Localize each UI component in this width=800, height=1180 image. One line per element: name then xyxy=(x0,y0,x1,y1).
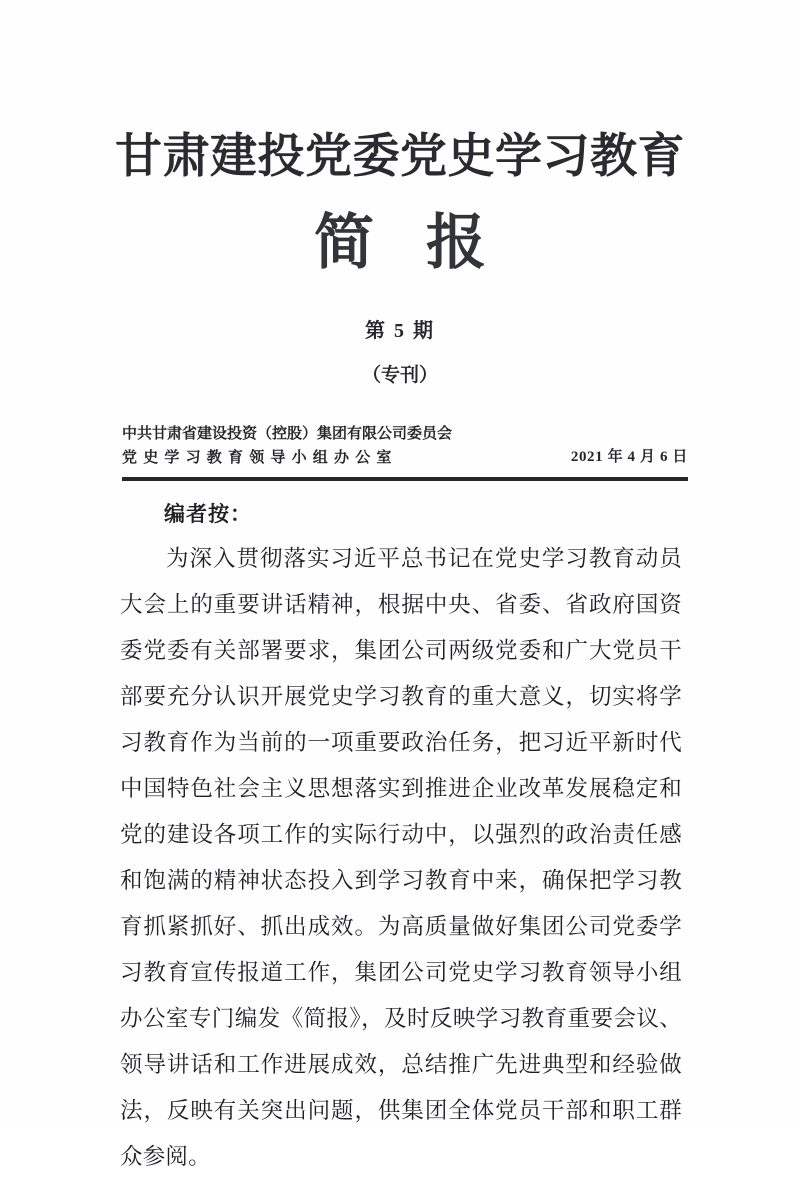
masthead-divider xyxy=(122,477,688,481)
page-title: 甘肃建投党委党史学习教育 xyxy=(115,131,685,183)
issue-kind-badge: （专刊） xyxy=(361,365,438,386)
editor-note-paragraph: 为深入贯彻落实习近平总书记在党史学习教育动员大会上的重要讲话精神，根据中央、省委、省政府国资委党委有关部署要求，集团公司两级党委和广大党员干部要充分认识开展党史学习教育的重大意义，切实将学习教育作为当前的一项重要政治任务，把习近平新时代中国特色社会主义思想落实到推进企业改革发展稳定和党的建设各项工作的实际行动中，以强烈的政治责任感和饱满的精神状态投入到学习教育中来，确保把学习教育抓紧抓好、抓出成效。为高质量做好集团公司党委学习教育宣传报道工作，集团公司党史学习教育领导小组办公室专门编发《简报》，及时反映学习教育重要会议、领导讲话和工作进展成效，总结推广先进典型和经验做法，反映有关突出问题，供集团全体党员干部和职工群众参阅。 xyxy=(120,546,682,1169)
issuer-block xyxy=(122,424,688,481)
document-subtitle: 简报 xyxy=(314,210,538,276)
issue-date: 2021 年 4 月 6 日 xyxy=(570,449,688,465)
issuer-name xyxy=(122,424,452,469)
masthead xyxy=(0,0,800,385)
document-body xyxy=(120,498,682,1180)
issuer-department: 党史学习教育领导小组办公室 xyxy=(122,450,398,466)
issuer-row xyxy=(122,424,688,469)
issue-number: 第 5 期 xyxy=(365,320,435,342)
editor-note-label: 编者按： xyxy=(164,503,252,526)
issuer-organization: 中共甘肃省建设投资（控股）集团有限公司委员会 xyxy=(122,426,453,442)
